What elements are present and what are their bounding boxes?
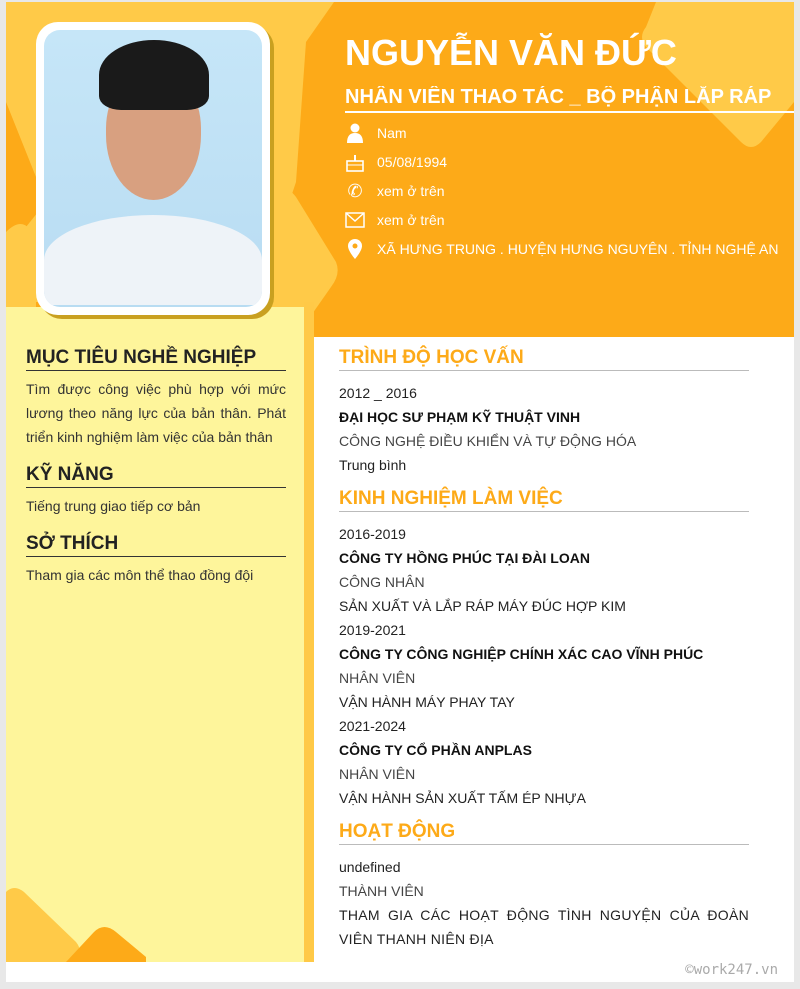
decor-shape <box>6 882 304 962</box>
location-icon <box>345 239 365 259</box>
activity-desc: THAM GIA CÁC HOẠT ĐỘNG TÌNH NGUYỆN CỦA ĐOÀN VIÊN THANH NIÊN ĐỊA <box>339 907 749 947</box>
activity-role: THÀNH VIÊN <box>339 883 424 899</box>
cake-icon <box>345 152 365 172</box>
column-divider <box>304 302 314 962</box>
objective-text: Tìm được công việc phù hợp với mức lương theo năng lực của bản thân. Phát triển kinh nghiệm làm việc của bản thân <box>26 381 286 445</box>
education-period: 2012 _ 2016 <box>339 385 417 401</box>
section-heading: KINH NGHIỆM LÀM VIỆC <box>339 488 749 512</box>
section-heading: MỤC TIÊU NGHỀ NGHIỆP <box>26 347 286 371</box>
mail-icon <box>345 210 365 230</box>
info-text: xem ở trên <box>377 183 445 199</box>
experience-item <box>339 618 749 714</box>
info-text: XÃ HƯNG TRUNG . HUYỆN HƯNG NGUYÊN . TỈNH NGHỆ AN <box>377 241 779 257</box>
info-address <box>345 239 778 259</box>
user-icon <box>345 123 365 143</box>
section-heading: SỞ THÍCH <box>26 533 286 557</box>
experience-section <box>339 488 749 810</box>
info-phone <box>345 181 445 201</box>
activity-period: undefined <box>339 859 401 875</box>
education-section <box>339 347 749 477</box>
experience-position: NHÂN VIÊN <box>339 670 416 686</box>
hobbies-text: Tham gia các môn thể thao đồng đội <box>26 567 254 583</box>
experience-company: CÔNG TY CÔNG NGHIỆP CHÍNH XÁC CAO VĨNH PHÚC <box>339 646 704 662</box>
info-email <box>345 210 445 230</box>
skills-text: Tiếng trung giao tiếp cơ bản <box>26 498 201 514</box>
candidate-name: NGUYỄN VĂN ĐỨC <box>345 32 677 73</box>
hobbies-section <box>26 533 286 587</box>
section-heading: KỸ NĂNG <box>26 464 286 488</box>
section-heading: TRÌNH ĐỘ HỌC VẤN <box>339 347 749 371</box>
experience-period: 2021-2024 <box>339 718 406 734</box>
profile-photo <box>44 30 262 307</box>
info-gender <box>345 123 407 143</box>
experience-item <box>339 522 749 618</box>
experience-desc: VẬN HÀNH MÁY PHAY TAY <box>339 694 515 710</box>
cv-page <box>6 2 794 982</box>
experience-company: CÔNG TY HỒNG PHÚC TẠI ĐÀI LOAN <box>339 550 590 566</box>
phone-icon: ✆ <box>347 180 363 201</box>
experience-desc: SẢN XUẤT VÀ LẮP RÁP MÁY ĐÚC HỢP KIM <box>339 598 626 614</box>
experience-position: NHÂN VIÊN <box>339 766 416 782</box>
activities-section <box>339 821 749 951</box>
info-text: 05/08/1994 <box>377 154 448 170</box>
education-grade: Trung bình <box>339 457 407 473</box>
experience-position: CÔNG NHÂN <box>339 574 425 590</box>
experience-company: CÔNG TY CỔ PHẦN ANPLAS <box>339 742 532 758</box>
education-major: CÔNG NGHỆ ĐIỀU KHIỂN VÀ TỰ ĐỘNG HÓA <box>339 433 637 449</box>
info-text: xem ở trên <box>377 212 445 228</box>
experience-item <box>339 714 749 810</box>
info-birthday <box>345 152 447 172</box>
section-heading: HOẠT ĐỘNG <box>339 821 749 845</box>
skills-section <box>26 464 286 518</box>
info-text: Nam <box>377 125 407 141</box>
education-school: ĐẠI HỌC SƯ PHẠM KỸ THUẬT VINH <box>339 409 581 425</box>
experience-period: 2019-2021 <box>339 622 406 638</box>
experience-period: 2016-2019 <box>339 526 406 542</box>
experience-desc: VẬN HÀNH SẢN XUẤT TẤM ÉP NHỰA <box>339 790 586 806</box>
watermark: ©work247.vn <box>685 962 778 978</box>
job-title: NHÂN VIÊN THAO TÁC _ BỘ PHẬN LẮP RÁP <box>345 86 794 113</box>
profile-photo-frame <box>36 22 270 315</box>
objective-section <box>26 347 286 449</box>
